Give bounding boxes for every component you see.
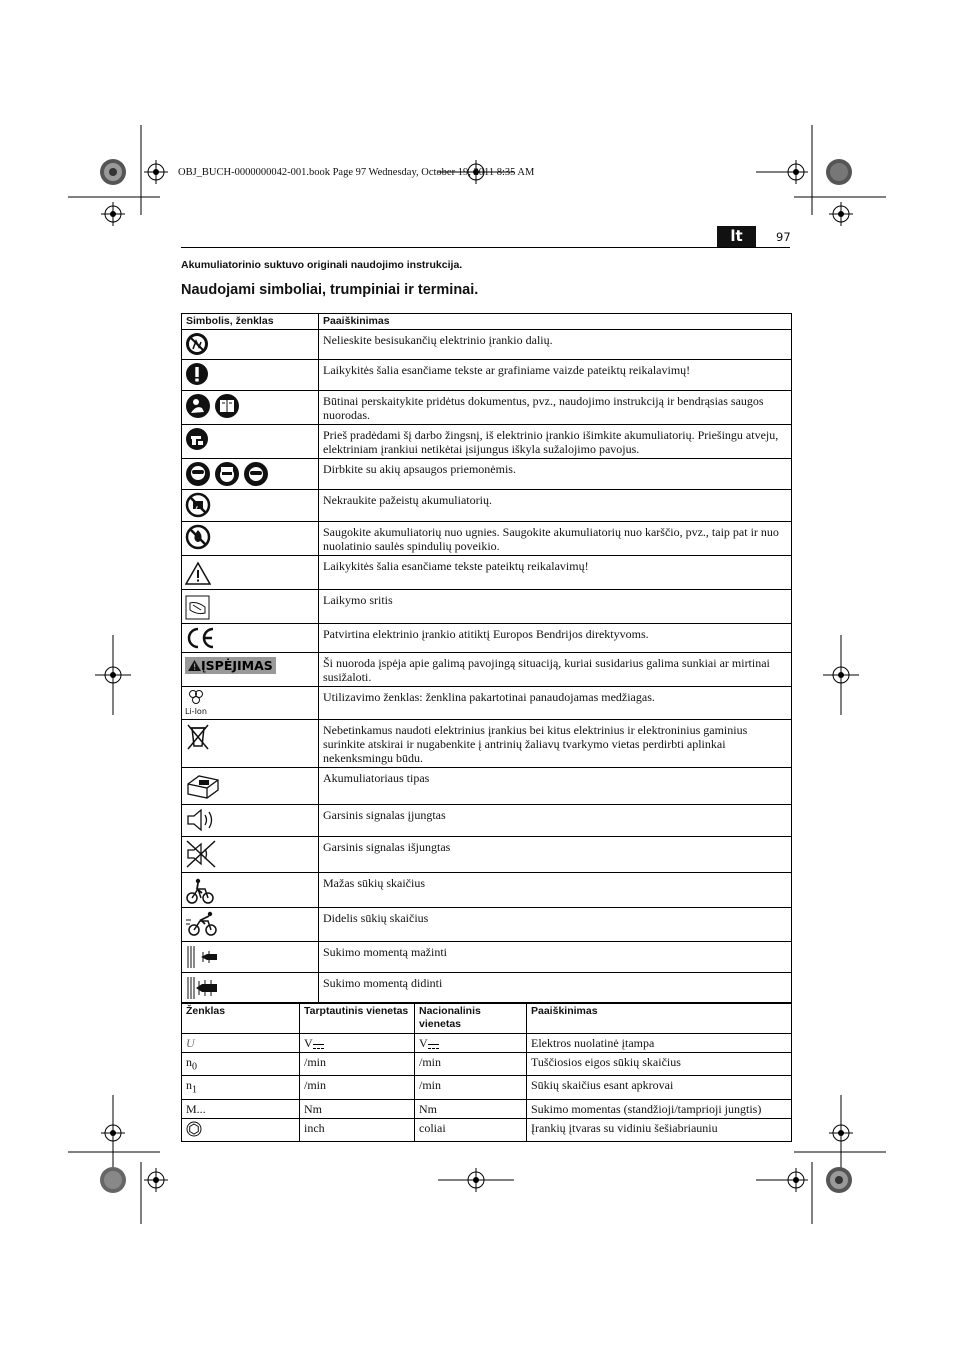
sign-text: U xyxy=(186,1036,195,1050)
table-row xyxy=(182,1053,792,1076)
unit-text: V xyxy=(419,1036,428,1050)
symbols-table-header xyxy=(182,314,792,330)
sign-text: n xyxy=(186,1055,192,1069)
row-desc: Patvirtina elektrinio įrankio atitiktį Europos Bendrijos direktyvoms. xyxy=(319,624,792,653)
sign-cell xyxy=(182,1076,300,1099)
section-title: Naudojami simboliai, trumpiniai ir terminai. xyxy=(181,282,479,298)
table-row xyxy=(182,805,792,837)
sign-subscript: 0 xyxy=(192,1061,197,1073)
dc-symbol-icon xyxy=(313,1044,324,1045)
sign-cell: M... xyxy=(182,1099,300,1118)
row-desc: Laikymo sritis xyxy=(319,590,792,624)
sign-cell xyxy=(182,1053,300,1076)
eye-protection-icon xyxy=(182,459,319,490)
table-row xyxy=(182,425,792,459)
warning-label-icon xyxy=(182,653,319,687)
explanation-cell: Sūkių skaičius esant apkrovai xyxy=(527,1076,792,1099)
no-damaged-battery-icon xyxy=(182,490,319,522)
row-desc: Prieš pradėdami šį darbo žingsnį, iš elektrinio įrankio išimkite akumuliatorių. Priešingu atveju, elektriniam įrankiui netikėtai įsijungus iškyla sužalojimo pavojus. xyxy=(319,425,792,459)
sign-text: n xyxy=(186,1078,192,1093)
torque-increase-icon xyxy=(182,973,319,1004)
symbols-table xyxy=(181,313,792,1004)
grip-area-icon xyxy=(182,590,319,624)
sound-on-icon xyxy=(182,805,319,837)
intl-unit-cell xyxy=(300,1034,415,1053)
ce-mark-icon xyxy=(182,624,319,653)
warning-triangle-icon xyxy=(182,556,319,590)
explanation-cell: Tuščiosios eigos sūkių skaičius xyxy=(527,1053,792,1076)
page-number: 97 xyxy=(776,230,791,244)
table-row xyxy=(182,556,792,590)
torque-decrease-icon xyxy=(182,942,319,973)
table-row xyxy=(182,873,792,908)
explanation-cell: Įrankių įtvaras su vidiniu šešiabriauniu xyxy=(527,1118,792,1141)
table-row xyxy=(182,908,792,942)
row-desc: Garsinis signalas išjungtas xyxy=(319,837,792,873)
print-info-line: OBJ_BUCH-0000000042-001.book Page 97 Wednesday, October 19, 2011 8:35 AM xyxy=(178,167,535,178)
row-desc: Laikykitės šalia esančiame tekste pateiktų reikalavimų! xyxy=(319,556,792,590)
table-row xyxy=(182,653,792,687)
exclamation-icon xyxy=(182,360,319,391)
document-subheading: Akumuliatorinio suktuvo originali naudojimo instrukcija. xyxy=(181,259,463,271)
col-desc-header: Paaiškinimas xyxy=(319,314,792,330)
sign-subscript: 1 xyxy=(192,1084,197,1096)
intl-unit-cell: Nm xyxy=(300,1099,415,1118)
read-manual-icon xyxy=(182,391,319,425)
unit-text: V xyxy=(304,1036,313,1050)
row-desc: Akumuliatoriaus tipas xyxy=(319,768,792,805)
no-touch-rotating-icon xyxy=(182,330,319,360)
row-desc: Sukimo momentą mažinti xyxy=(319,942,792,973)
explanation-cell: Sukimo momentas (standžioji/tamprioji jungtis) xyxy=(527,1099,792,1118)
language-tab: lt xyxy=(717,226,756,247)
intl-unit-cell: inch xyxy=(300,1118,415,1141)
table-row xyxy=(182,720,792,768)
table-row xyxy=(182,522,792,556)
table-row xyxy=(182,360,792,391)
table-row xyxy=(182,1034,792,1053)
units-table xyxy=(181,1002,792,1142)
sign-cell xyxy=(182,1118,300,1141)
col-symbol-header: Simbolis, ženklas xyxy=(182,314,319,330)
sign-cell xyxy=(182,1034,300,1053)
recycle-li-ion-icon xyxy=(182,687,319,720)
no-fire-icon xyxy=(182,522,319,556)
table-row xyxy=(182,768,792,805)
row-desc: Garsinis signalas įjungtas xyxy=(319,805,792,837)
crossed-bin-icon xyxy=(182,720,319,768)
row-desc: Didelis sūkių skaičius xyxy=(319,908,792,942)
table-row xyxy=(182,1099,792,1118)
row-desc: Ši nuoroda įspėja apie galimą pavojingą situaciją, kuriai susidarius galima sunkiai ar mirtinai susižaloti. xyxy=(319,653,792,687)
battery-type-icon xyxy=(182,768,319,805)
table-row xyxy=(182,973,792,1004)
col-sign-header: Ženklas xyxy=(182,1003,300,1034)
remove-battery-icon xyxy=(182,425,319,459)
row-desc: Laikykitės šalia esančiame tekste ar grafiniame vaizde pateiktų reikalavimų! xyxy=(319,360,792,391)
table-row xyxy=(182,490,792,522)
national-unit-cell: /min xyxy=(415,1053,527,1076)
table-row xyxy=(182,330,792,360)
table-row xyxy=(182,942,792,973)
sound-off-icon xyxy=(182,837,319,873)
table-row xyxy=(182,837,792,873)
header-rule xyxy=(181,247,790,248)
table-row xyxy=(182,1118,792,1141)
row-desc: Sukimo momentą didinti xyxy=(319,973,792,1004)
table-row xyxy=(182,624,792,653)
explanation-cell: Elektros nuolatinė įtampa xyxy=(527,1034,792,1053)
table-row xyxy=(182,459,792,490)
dc-symbol-icon xyxy=(428,1044,439,1045)
hex-socket-icon xyxy=(186,1121,202,1137)
row-desc: Utilizavimo ženklas: ženklina pakartotinai panaudojamas medžiagas. xyxy=(319,687,792,720)
row-desc: Nebetinkamus naudoti elektrinius įrankius bei kitus elektrinius ir elektroninius gaminius surinkite atskirai ir nugabenkite į antrinių žaliavų tvarkymo vietas perdirbti aplinkai nekenksmingu būdu. xyxy=(319,720,792,768)
national-unit-cell: Nm xyxy=(415,1099,527,1118)
row-desc: Mažas sūkių skaičius xyxy=(319,873,792,908)
national-unit-cell: coliai xyxy=(415,1118,527,1141)
row-desc: Saugokite akumuliatorių nuo ugnies. Saugokite akumuliatorių nuo karščio, pvz., taip pat ir nuo nuolatinio saulės spindulių poveikio. xyxy=(319,522,792,556)
row-desc: Nelieskite besisukančių elektrinio įrankio dalių. xyxy=(319,330,792,360)
warning-label-text: ĮSPĖJIMAS xyxy=(201,658,273,673)
col-national-unit-header: Nacionalinis vienetas xyxy=(415,1003,527,1034)
units-table-header xyxy=(182,1003,792,1034)
li-ion-label: Li-Ion xyxy=(185,707,207,716)
high-speed-icon xyxy=(182,908,319,942)
intl-unit-cell: /min xyxy=(300,1053,415,1076)
col-explanation-header: Paaiškinimas xyxy=(527,1003,792,1034)
row-desc: Būtinai perskaitykite pridėtus dokumentus, pvz., naudojimo instrukciją ir bendrąsias saugos nuorodas. xyxy=(319,391,792,425)
row-desc: Nekraukite pažeistų akumuliatorių. xyxy=(319,490,792,522)
table-row xyxy=(182,391,792,425)
low-speed-icon xyxy=(182,873,319,908)
row-desc: Dirbkite su akių apsaugos priemonėmis. xyxy=(319,459,792,490)
intl-unit-cell: /min xyxy=(300,1076,415,1099)
national-unit-cell: /min xyxy=(415,1076,527,1099)
national-unit-cell xyxy=(415,1034,527,1053)
table-row xyxy=(182,590,792,624)
table-row xyxy=(182,1076,792,1099)
col-intl-unit-header: Tarptautinis vienetas xyxy=(300,1003,415,1034)
warning-label xyxy=(185,657,276,674)
table-row xyxy=(182,687,792,720)
